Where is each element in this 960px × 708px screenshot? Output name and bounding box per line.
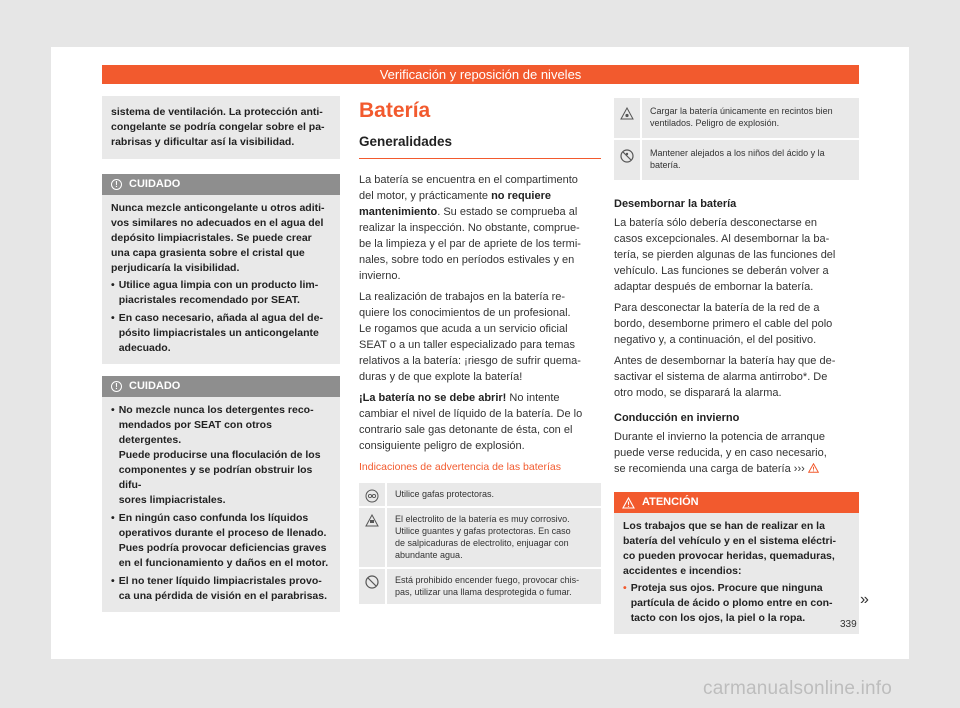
- warning-icon-cell: [359, 569, 387, 604]
- text-line: Le rogamos que acuda a un servicio oficial: [359, 323, 568, 335]
- subheading: Conducción en invierno: [614, 412, 740, 424]
- text-line: invierno.: [359, 270, 401, 282]
- text-line: sistema de ventilación. La protección anti-: [111, 106, 323, 118]
- text-line: ventilados. Peligro de explosión.: [650, 118, 780, 128]
- text-line: duras y de que explote la batería!: [359, 371, 523, 383]
- warning-icon-cell: [359, 508, 387, 567]
- text-line: cambiar el nivel de líquido de la batería. De lo: [359, 408, 583, 420]
- paragraph: [614, 215, 859, 295]
- text-line: Está prohibido encender fuego, provocar chis-: [395, 575, 580, 585]
- corrosive-icon: [365, 514, 379, 527]
- paragraph: [614, 300, 859, 348]
- caution-box-1: [102, 174, 340, 364]
- text-line: en el funcionamiento y daños en el motor.: [118, 557, 329, 569]
- warning-row: [614, 138, 859, 180]
- intro-box: [102, 96, 340, 159]
- text-line: La batería sólo debería desconectarse en: [614, 217, 818, 229]
- text-line: El no tener líquido limpiacristales provo-: [118, 575, 322, 587]
- text-line: be la limpieza y el par de apriete de los termi-: [359, 238, 581, 250]
- text-line: No mezcle nunca los detergentes reco-: [118, 404, 314, 416]
- text-line: batería del vehículo y en el sistema eléctri-: [623, 535, 837, 547]
- text-line: sactivar el sistema de alarma antirrobo*. De: [614, 371, 828, 383]
- text-line: sores limpiacristales.: [118, 494, 226, 506]
- bullet-item: [111, 574, 331, 604]
- text-line: El electrolito de la batería es muy corrosivo.: [395, 514, 570, 524]
- bullet-text: [119, 278, 319, 308]
- text-line: La realización de trabajos en la batería re-: [359, 291, 566, 303]
- warning-body: [614, 513, 859, 634]
- warning-row: [359, 506, 601, 567]
- text-line: Cargar la batería únicamente en recintos bien: [650, 106, 833, 116]
- text-line: Los trabajos que se han de realizar en la: [623, 520, 825, 532]
- column-left: [102, 96, 340, 612]
- paragraph: [359, 390, 601, 454]
- warning-text: [387, 483, 502, 506]
- text-line: bordo, desemborne primero el cable del polo: [614, 318, 833, 330]
- section-title: Batería: [359, 99, 431, 122]
- text-line: realizar la inspección. No obstante, comprue-: [359, 222, 580, 234]
- text-line: adecuado.: [118, 342, 171, 354]
- bullet-text: [119, 311, 323, 356]
- text-line: casos excepcionales. Al desembornar la ba-: [614, 233, 830, 245]
- warning-row: [614, 98, 859, 138]
- caution-box-2: [102, 376, 340, 612]
- text-line: vos similares no adecuados en el agua del: [111, 217, 324, 229]
- warnings-heading: Indicaciones de advertencia de las baterías: [359, 461, 561, 473]
- paragraph: [359, 172, 601, 284]
- page-number: 339: [840, 619, 857, 630]
- bullet-icon: •: [111, 312, 115, 324]
- text-line: tacto con los ojos, la piel o la ropa.: [630, 612, 806, 624]
- caution-text: [111, 201, 331, 276]
- text-line: Nunca mezcle anticongelante u otros aditi-: [111, 202, 325, 214]
- text-line: una capa grasienta sobre el cristal que: [111, 247, 305, 259]
- watermark: carmanualsonline.info: [703, 678, 893, 699]
- warning-text: [623, 519, 850, 579]
- column-middle: [359, 98, 601, 604]
- bullet-text: [119, 574, 327, 604]
- bold-text: mantenimiento: [359, 206, 438, 218]
- bullet-text: [119, 403, 331, 508]
- warning-icon-cell: [359, 483, 387, 506]
- text-line: Utilice guantes y gafas protectoras. En caso: [395, 526, 571, 536]
- bullet-item: [111, 311, 331, 356]
- text-line: La batería se encuentra en el compartimento: [359, 174, 578, 186]
- column-right: [614, 98, 859, 634]
- text-line: Pues podría provocar deficiencias graves: [118, 542, 327, 554]
- caution-header: [102, 376, 340, 397]
- text-line: No intente: [506, 392, 560, 404]
- caution-title: CUIDADO: [129, 178, 181, 190]
- text-line: puede verse reducida, y en caso necesario,: [614, 447, 827, 459]
- cross-reference-link[interactable]: ›››: [793, 463, 805, 475]
- warning-triangle-icon: [622, 497, 635, 509]
- info-icon: !: [111, 179, 122, 190]
- bullet-icon: •: [111, 279, 115, 291]
- no-children-icon: [620, 149, 634, 163]
- bullet-item: [111, 278, 331, 308]
- explosive-icon: [620, 107, 634, 120]
- warning-text: [642, 98, 841, 138]
- text-line: negativo y, a continuación, el del positivo.: [614, 334, 817, 346]
- text-line: accidentes e incendios:: [623, 565, 742, 577]
- warning-table: [359, 481, 601, 604]
- info-icon: !: [111, 381, 122, 392]
- paragraph: [359, 289, 601, 385]
- text-line: . Su estado se comprueba al: [437, 206, 578, 218]
- warning-header: [614, 492, 859, 513]
- warning-icon-cell: [614, 98, 642, 138]
- text-line: Durante el invierno la potencia de arranque: [614, 431, 825, 443]
- text-line: congelante se podría congelar sobre el pa-: [111, 121, 325, 133]
- text-line: otro modo, se disparará la alarma.: [614, 387, 782, 399]
- text-line: batería.: [650, 160, 681, 170]
- bullet-icon: •: [111, 575, 115, 587]
- text-line: contrario sale gas detonante de ésta, con el: [359, 424, 573, 436]
- bullet-item: [111, 403, 331, 508]
- bullet-icon: •: [623, 582, 627, 594]
- text-line: de salpicaduras de electrolito, enjuagar con: [395, 538, 569, 548]
- warning-text: [642, 140, 833, 180]
- bullet-text: [119, 511, 328, 571]
- caution-body: [102, 195, 340, 364]
- warning-row: [359, 567, 601, 604]
- text-line: piacristales recomendado por SEAT.: [118, 294, 300, 306]
- text-line: ca una pérdida de visión en el parabrisas.: [118, 590, 328, 602]
- bold-text: no requiere: [491, 190, 551, 202]
- text-line: Proteja sus ojos. Procure que ninguna: [630, 582, 823, 594]
- bullet-item: [111, 511, 331, 571]
- warning-table: [614, 98, 859, 180]
- bullet-icon: •: [111, 512, 115, 524]
- warning-text: [387, 569, 587, 604]
- paragraph: [614, 353, 859, 401]
- text-line: partícula de ácido o plomo entre en con-: [630, 597, 833, 609]
- text-line: del motor, y prácticamente: [359, 190, 492, 202]
- text-line: perjudicaría la visibilidad.: [111, 262, 240, 274]
- text-line: se recomienda una carga de batería: [614, 463, 791, 475]
- text-line: Utilice agua limpia con un producto lim-: [118, 279, 319, 291]
- continue-marker: »: [860, 591, 869, 608]
- text-line: abundante agua.: [395, 550, 463, 560]
- subsection-title: Generalidades: [359, 132, 601, 159]
- text-line: consiguiente peligro de explosión.: [359, 440, 525, 452]
- goggles-icon: [365, 489, 379, 503]
- text-line: En caso necesario, añada al agua del de-: [118, 312, 323, 324]
- caution-title: CUIDADO: [129, 380, 181, 392]
- warning-title: ATENCIÓN: [642, 496, 699, 508]
- text-line: vehículo. Las funciones se deberán volver a: [614, 265, 829, 277]
- text-line: pósito limpiacristales un anticongelante: [118, 327, 319, 339]
- text-line: co pueden provocar heridas, quemaduras,: [623, 550, 835, 562]
- bullet-icon: •: [111, 404, 115, 416]
- text-line: Para desconectar la batería de la red de a: [614, 302, 820, 314]
- text-line: rabrisas y dificultar así la visibilidad.: [111, 136, 295, 148]
- text-line: En ningún caso confunda los líquidos: [118, 512, 309, 524]
- text-line: Puede producirse una floculación de los: [118, 449, 321, 461]
- bold-text: ¡La batería no se debe abrir!: [359, 392, 507, 404]
- warning-text: [387, 508, 579, 567]
- warning-triangle-icon: [808, 463, 819, 473]
- text-line: mendados por SEAT con otros detergentes.: [118, 419, 272, 446]
- warning-row: [359, 481, 601, 506]
- text-line: Antes de desembornar la batería hay que de-: [614, 355, 836, 367]
- text-line: relativos a la batería: ¡riesgo de sufrir quema-: [359, 355, 581, 367]
- text-line: operativos durante el proceso de llenado.: [118, 527, 327, 539]
- text-line: pas, utilizar una llama desprotegida o fumar.: [395, 587, 572, 597]
- text-line: Mantener alejados a los niños del ácido y la: [650, 148, 825, 158]
- text-line: tería, se pierden algunas de las funciones del: [614, 249, 836, 261]
- caution-body: [102, 397, 340, 612]
- warning-icon-cell: [614, 140, 642, 180]
- text-line: Utilice gafas protectoras.: [395, 489, 495, 499]
- text-line: SEAT o a un taller especializado para temas: [359, 339, 576, 351]
- subheading: Desembornar la batería: [614, 198, 737, 210]
- text-line: adaptar después de embornar la batería.: [614, 281, 814, 293]
- caution-header: [102, 174, 340, 195]
- text-line: depósito limpiacristales. Se puede crear: [111, 232, 312, 244]
- bullet-text: [631, 581, 833, 626]
- paragraph: [614, 429, 859, 477]
- text-line: componentes y se podrían obstruir los difu-: [118, 464, 313, 491]
- warning-box: [614, 492, 859, 634]
- bullet-item: [623, 581, 850, 626]
- text-line: quiere los conocimientos de un profesional.: [359, 307, 571, 319]
- no-fire-icon: [365, 575, 379, 589]
- page-header: Verificación y reposición de niveles: [102, 65, 859, 84]
- text-line: nales, sobre todo en períodos estivales y en: [359, 254, 575, 266]
